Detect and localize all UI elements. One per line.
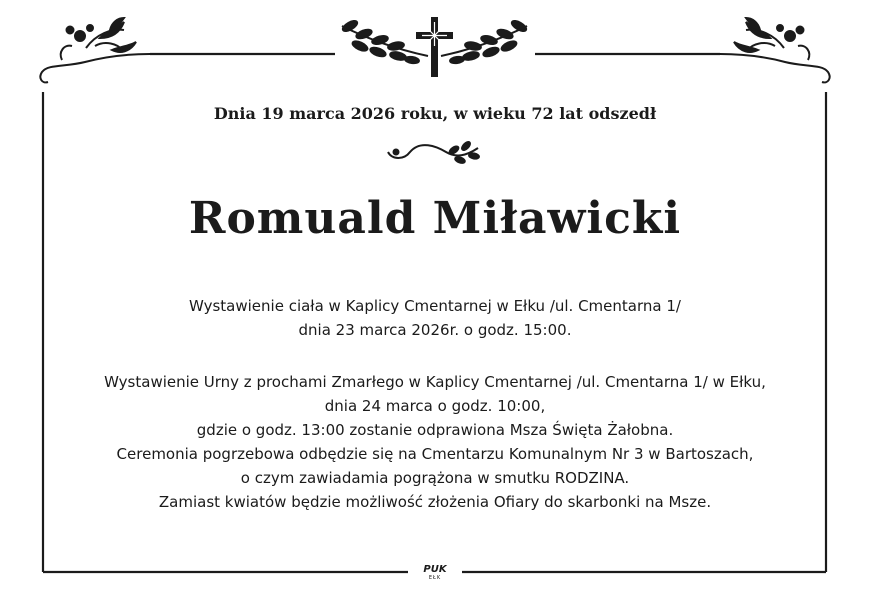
paragraph-line: Wystawienie Urny z prochami Zmarłego w Kaplicy Cmentarnej /ul. Cmentarna 1/ w Ełku, (104, 373, 766, 391)
logo-main-text: PUK (423, 564, 447, 575)
laurel-branch-right-icon (441, 19, 528, 64)
death-announcement-line: Dnia 19 marca 2026 roku, w wieku 72 lat odszedł (213, 104, 657, 123)
funeral-paragraph (0, 370, 870, 514)
paragraph-line: o czym zawiadamia pogrążona w smutku RODZINA. (240, 469, 630, 487)
cross-icon (416, 17, 453, 77)
deceased-name: Romuald Miławicki (188, 193, 682, 244)
paragraph-line: Ceremonia pogrzebowa odbędzie się na Cmentarzu Komunalnym Nr 3 w Bartoszach, (116, 445, 754, 463)
corner-ornament-left-icon (40, 18, 150, 82)
paragraph-line: dnia 24 marca o godz. 10:00, (324, 397, 546, 415)
paragraph-line: Wystawienie ciała w Kaplicy Cmentarnej w Ełku /ul. Cmentarna 1/ (189, 297, 681, 315)
paragraph-line: Zamiast kwiatów będzie możliwość złożenia Ofiary do skarbonki na Msze. (158, 493, 712, 511)
viewing-paragraph (0, 294, 870, 342)
puk-logo (414, 564, 456, 584)
laurel-branch-left-icon (341, 19, 428, 64)
logo-sub-text: EŁK (428, 575, 442, 581)
divider-flourish-icon (388, 141, 479, 164)
corner-ornament-right-icon (720, 18, 830, 82)
paragraph-line: dnia 23 marca 2026r. o godz. 15:00. (298, 321, 572, 339)
paragraph-line: gdzie o godz. 13:00 zostanie odprawiona Msza Święta Żałobna. (196, 421, 674, 439)
